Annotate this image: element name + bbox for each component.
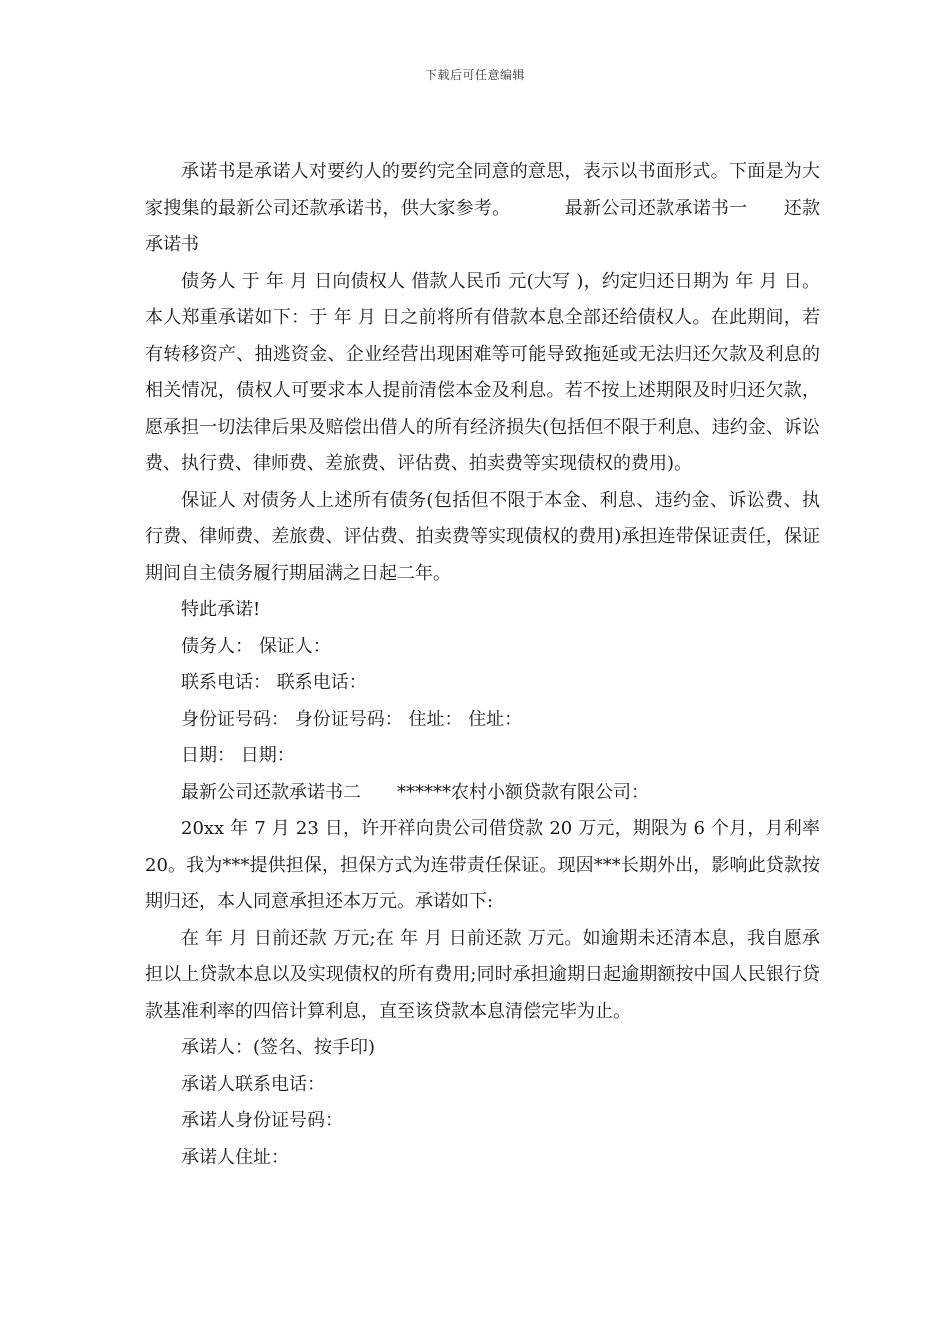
document-body: [145, 154, 820, 1176]
promisor-address: 承诺人住址：: [181, 1146, 289, 1168]
section2-heading-line: [145, 775, 820, 812]
doc1-title: 还款承诺书: [145, 197, 820, 255]
closing-line: 特此承诺!: [181, 599, 261, 620]
intro-paragraph: [145, 154, 820, 264]
page-header: 下载后可任意编辑: [424, 68, 525, 82]
section2-addressee: ******农村小额贷款有限公司：: [397, 781, 649, 803]
signature-line-date: 日期： 日期：: [181, 745, 295, 766]
guarantor-paragraph: 保证人 对债务人上述所有债务(包括但不限于本金、利息、违约金、诉讼费、执行费、律师费、差旅费、评估费、拍卖费等实现债权的费用)承担连带保证责任，保证期间自主债务履行期届满之日起二年。: [145, 489, 820, 584]
promisor-phone: 承诺人联系电话：: [181, 1073, 325, 1095]
loan-paragraph: 20xx 年 7 月 23 日，许开祥向贵公司借贷款 20 万元，期限为 6 个月，月利率 20。我为***提供担保，担保方式为连带责任保证。现因***长期外出，影响此贷款按期归还，本人同意承担还本万元。承诺如下:: [145, 818, 820, 912]
repayment-paragraph: 在 年 月 日前还款 万元;在 年 月 日前还款 万元。如逾期未还清本息，我自愿承担以上贷款本息以及实现债权的所有费用;同时承担逾期日起逾期额按中国人民银行贷款基准利率的四倍计算利息，直至该贷款本息清偿完毕为止。: [145, 927, 820, 1022]
intro-text: 承诺书是承诺人对要约人的要约完全同意的意思，表示以书面形式。下面是为大家搜集的最新公司还款承诺书，供大家参考。: [145, 161, 820, 219]
section1-title: 最新公司还款承诺书一: [564, 197, 748, 219]
signature-line-parties: 债务人： 保证人：: [181, 635, 331, 657]
promisor-signature: 承诺人：(签名、按手印): [181, 1037, 376, 1058]
signature-line-phone: 联系电话： 联系电话：: [181, 672, 367, 693]
signature-line-id-address: 身份证号码： 身份证号码： 住址： 住址：: [181, 708, 523, 730]
debt-paragraph: 债务人 于 年 月 日向债权人 借款人民币 元(大写 )，约定归还日期为 年 月 日。本人郑重承诺如下：于 年 月 日之前将所有借款本息全部还给债权人。在此期间，若有转移资产、抽逃资金、企业经营出现困难等可能导致拖延或无法归还欠款及利息的相关情况，债权人可要求本人提前清偿本金及利息。若不按上述期限及时归还欠款，愿承担一切法律后果及赔偿出借人的所有经济损失(包括但不限于利息、违约金、诉讼费、执行费、律师费、差旅费、评估费、拍卖费等实现债权的费用)。: [145, 270, 820, 474]
section2-title: 最新公司还款承诺书二: [181, 781, 361, 803]
promisor-id: 承诺人身份证号码：: [181, 1110, 343, 1131]
